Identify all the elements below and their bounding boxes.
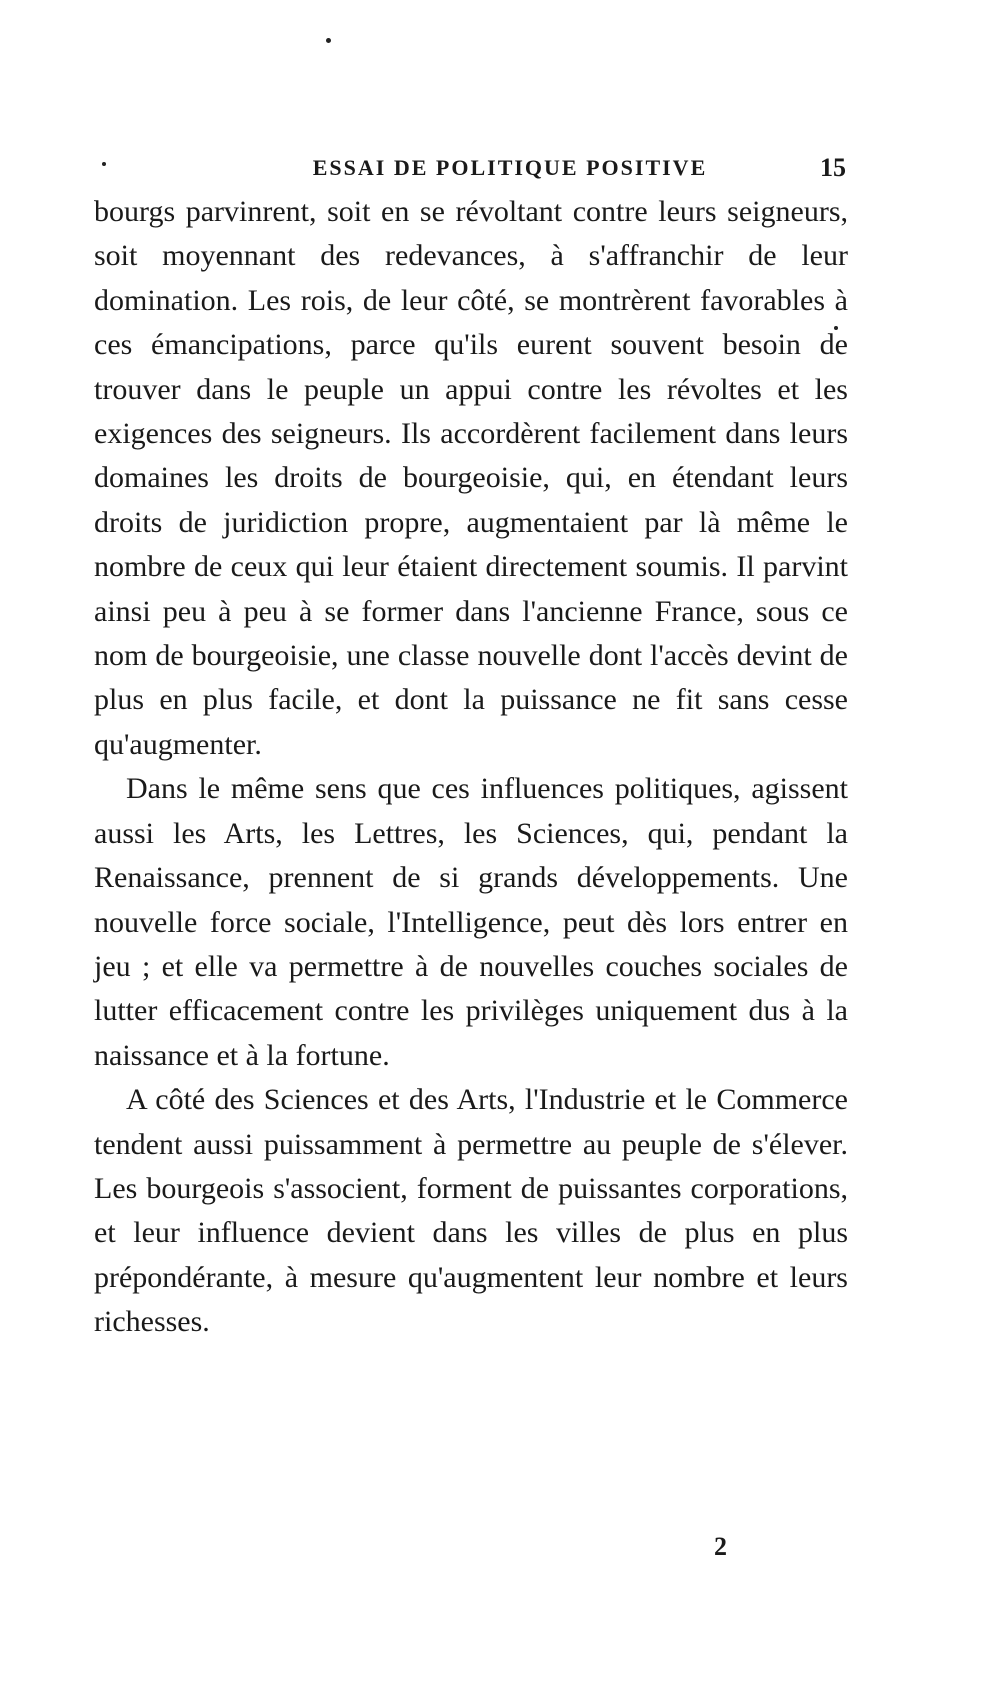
running-head: ESSAI DE POLITIQUE POSITIVE xyxy=(312,155,708,180)
paragraph: A côté des Sciences et des Arts, l'Industrie et le Commerce tendent aussi puissamment à permettre au peuple de s'élever. Les bourgeois s'associent, forment de puissantes corporations, et leur influence devient dans les villes de plus en plus prépondérante, à mesure qu'augmentent leur nombre et leurs richesses. xyxy=(94,1083,848,1339)
page-number: 15 xyxy=(820,153,846,182)
paragraph: Dans le même sens que ces influences politiques, agissent aussi les Arts, les Lettres, les Sciences, qui, pendant la Renaissance, prennent de si grands développements. Une nouvelle force sociale, l'Intelligence, peut dès lors entrer en jeu ; et elle va permettre à de nouvelles couches sociales de lutter efficacement contre les privilèges uniquement dus à la naissance et à la fortune. xyxy=(94,772,848,1072)
page-header xyxy=(90,148,850,188)
ink-speck xyxy=(326,38,331,43)
paragraph: bourgs parvinrent, soit en se révoltant contre leurs seigneurs, soit moyennant des redevances, à s'affranchir de leur domination. Les rois, de leur côté, se montrèrent favorables à ces émancipations, parce qu'ils eurent souvent besoin de trouver dans le peuple un appui contre les révoltes et les exigences des seigneurs. Ils accordèrent facilement dans leurs domaines les droits de bourgeoisie, qui, en étendant leurs droits de juridiction propre, augmentaient par là même le nombre de ceux qui leur étaient directement soumis. Il parvint ainsi peu à peu à se former dans l'ancienne France, sous ce nom de bourgeoisie, une classe nouvelle dont l'accès devint de plus en plus facile, et dont la puissance ne fit sans cesse qu'augmenter. xyxy=(94,195,848,761)
signature-mark: 2 xyxy=(714,1532,727,1561)
body-text xyxy=(94,190,848,1345)
